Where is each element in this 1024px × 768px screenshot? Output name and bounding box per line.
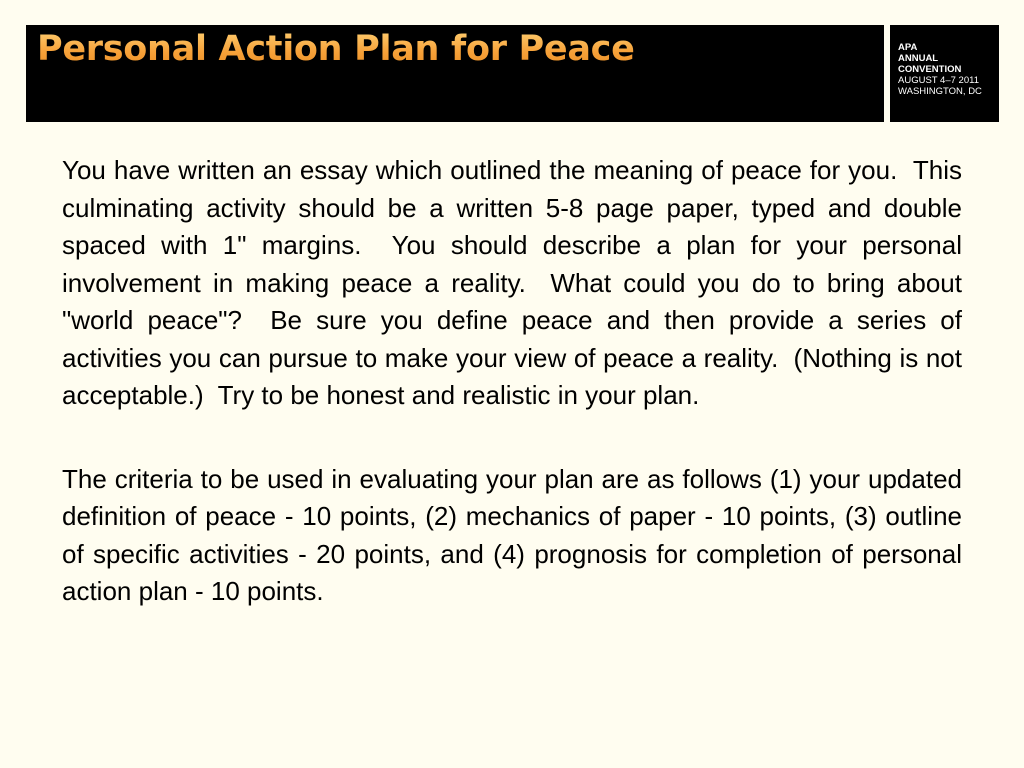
slide-body [62,152,970,611]
badge-line-dates: AUGUST 4–7 2011 [898,75,979,86]
badge-line-convention: CONVENTION [898,64,962,75]
badge-text [898,42,982,97]
slide-title: Personal Action Plan for Peace [37,25,635,73]
criteria-paragraph: The criteria to be used in evaluating your plan are as follows (1) your updated definition of peace - 10 points, (2) mechanics of paper - 10 points, (3) outline of specific activities - 20 points, and (4) prognosis for completion of personal action plan - 10 points. [62,463,970,606]
assignment-paragraph: You have written an essay which outlined the meaning of peace for you. This culminating activity should be a written 5-8 page paper, typed and double spaced with 1" margins. You should describe a plan for your personal involvement in making peace a reality. What could you do to bring about "world peace"? Be sure you define peace and then provide a series of activities you can pursue to make your view of peace a reality. (Nothing is not acceptable.) Try to be honest and realistic in your plan. [62,155,970,410]
badge-line-location: WASHINGTON, DC [898,86,982,97]
badge-line-apa: APA [898,42,918,53]
badge-line-annual: ANNUAL [898,53,939,64]
apa-convention-badge [890,25,999,122]
